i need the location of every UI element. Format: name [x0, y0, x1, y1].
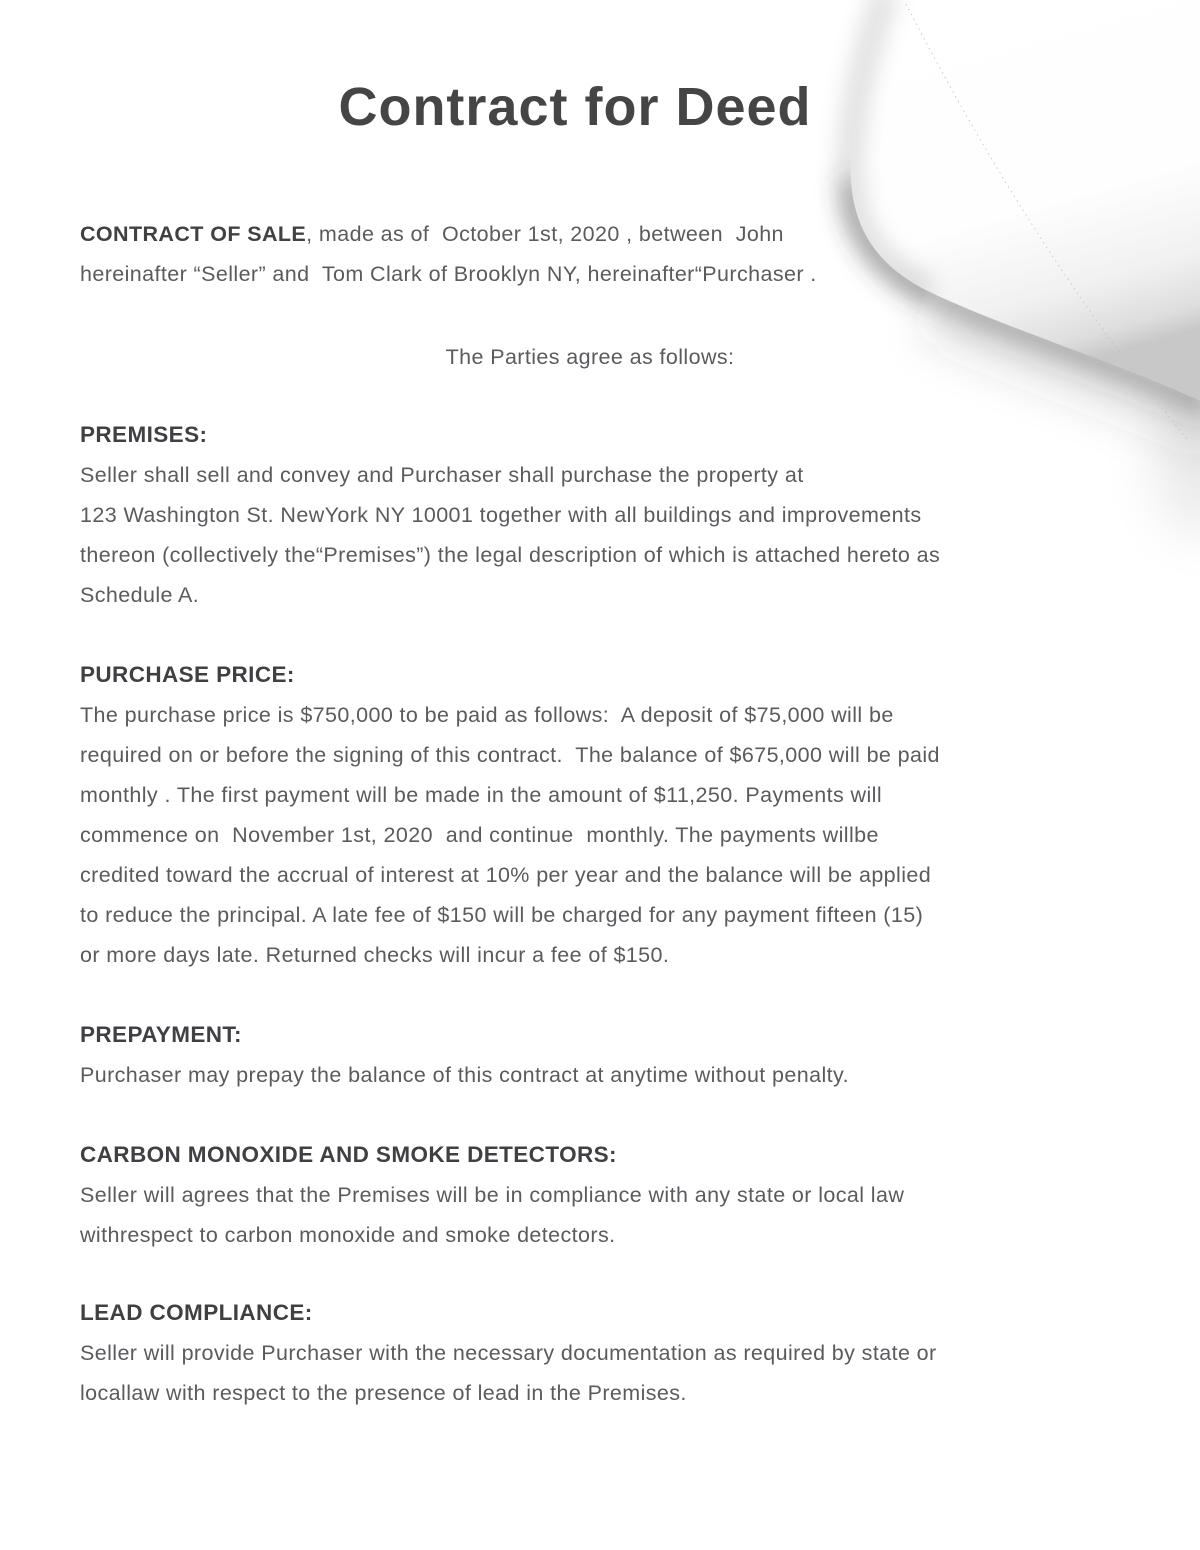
opening-line-2: hereinafter “Seller” and Tom Clark of Brooklyn NY, hereinafter“Purchaser .	[80, 262, 817, 286]
section-line: credited toward the accrual of interest at 10% per year and the balance will be applied	[80, 863, 932, 887]
opening-bold-label: CONTRACT OF SALE	[80, 222, 307, 246]
section-line: Seller will agrees that the Premises will be in compliance with any state or local law	[80, 1183, 905, 1207]
section-heading: LEAD COMPLIANCE:	[80, 1300, 313, 1325]
section-line: Purchaser may prepay the balance of this contract at anytime without penalty.	[80, 1063, 849, 1087]
section-premises	[80, 415, 1160, 615]
page-title: Contract for Deed	[338, 77, 812, 137]
section-line: required on or before the signing of this contract. The balance of $675,000 will be paid	[80, 743, 940, 767]
section-line: commence on November 1st, 2020 and continue monthly. The payments willbe	[80, 823, 879, 847]
section-line: or more days late. Returned checks will incur a fee of $150.	[80, 943, 670, 967]
section-heading: PREPAYMENT:	[80, 1022, 242, 1047]
opening-rest-text: , made as of October 1st, 2020 , between John	[306, 222, 784, 246]
section-line: thereon (collectively the“Premises”) the legal description of which is attached hereto as	[80, 543, 941, 567]
section-purchase-price	[80, 655, 1160, 975]
section-heading: PREMISES:	[80, 422, 208, 447]
section-line: 123 Washington St. NewYork NY 10001 together with all buildings and improvements	[80, 503, 922, 527]
opening-paragraph	[80, 214, 1160, 294]
intro-line: The Parties agree as follows:	[445, 345, 735, 369]
section-line: withrespect to carbon monoxide and smoke detectors.	[80, 1223, 616, 1247]
opening-line-1	[80, 214, 1160, 254]
section-line: Seller will provide Purchaser with the necessary documentation as required by state or	[80, 1341, 937, 1365]
curl-shadow-corner	[1154, 395, 1200, 535]
section-line: Schedule A.	[80, 583, 200, 607]
section-carbon-monoxide	[80, 1135, 1160, 1255]
section-line: Seller shall sell and convey and Purchaser shall purchase the property at	[80, 463, 804, 487]
section-heading: PURCHASE PRICE:	[80, 662, 295, 687]
section-line: to reduce the principal. A late fee of $150 will be charged for any payment fifteen (15)	[80, 903, 924, 927]
section-prepayment	[80, 1015, 1160, 1095]
section-line: The purchase price is $750,000 to be paid as follows: A deposit of $75,000 will be	[80, 703, 894, 727]
section-heading: CARBON MONOXIDE AND SMOKE DETECTORS:	[80, 1142, 617, 1167]
section-line: locallaw with respect to the presence of lead in the Premises.	[80, 1381, 687, 1405]
section-line: monthly . The first payment will be made in the amount of $11,250. Payments will	[80, 783, 882, 807]
section-lead-compliance	[80, 1293, 1160, 1413]
